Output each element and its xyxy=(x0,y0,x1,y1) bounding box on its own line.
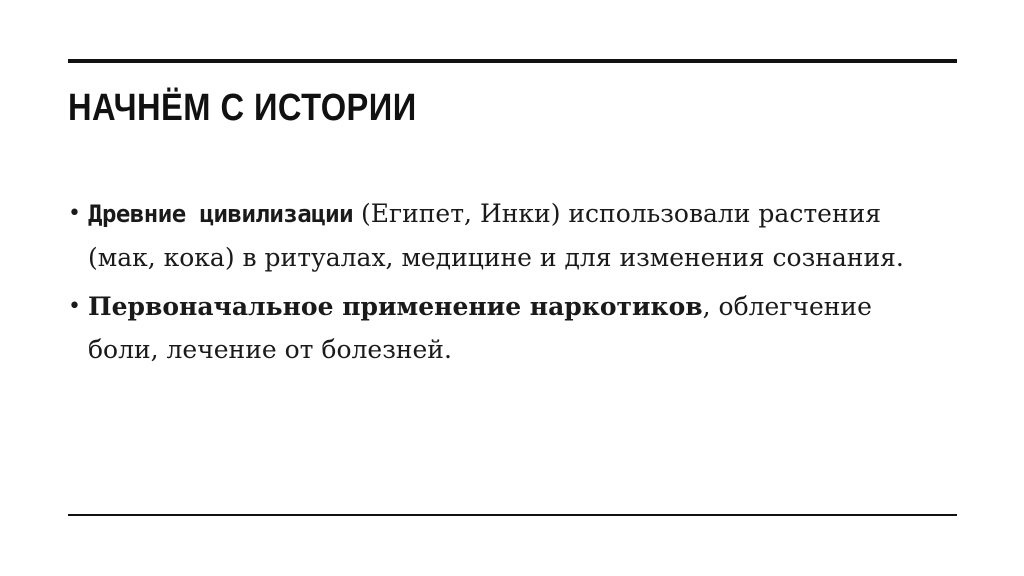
bullet-list xyxy=(68,192,948,371)
bullet-dot-icon: • xyxy=(68,294,81,319)
bullet-text: (Египет, Инки) использовали растения (мак, кока) в ритуалах, медицине и для изменения сознания. xyxy=(88,199,904,272)
bullet-item-ancient-civilizations xyxy=(68,192,948,279)
bottom-divider xyxy=(68,514,957,516)
slide-title: НАЧНЁМ С ИСТОРИИ xyxy=(68,87,417,129)
bullet-dot-icon: • xyxy=(68,201,81,226)
top-divider xyxy=(68,59,957,63)
bullet-term: Древние цивилизации xyxy=(88,200,354,228)
bullet-item-initial-use xyxy=(68,285,948,371)
bullet-term: Первоначальное применение наркотиков xyxy=(88,292,703,321)
bullet-text: , облегчение боли, лечение от болезней. xyxy=(88,292,872,364)
